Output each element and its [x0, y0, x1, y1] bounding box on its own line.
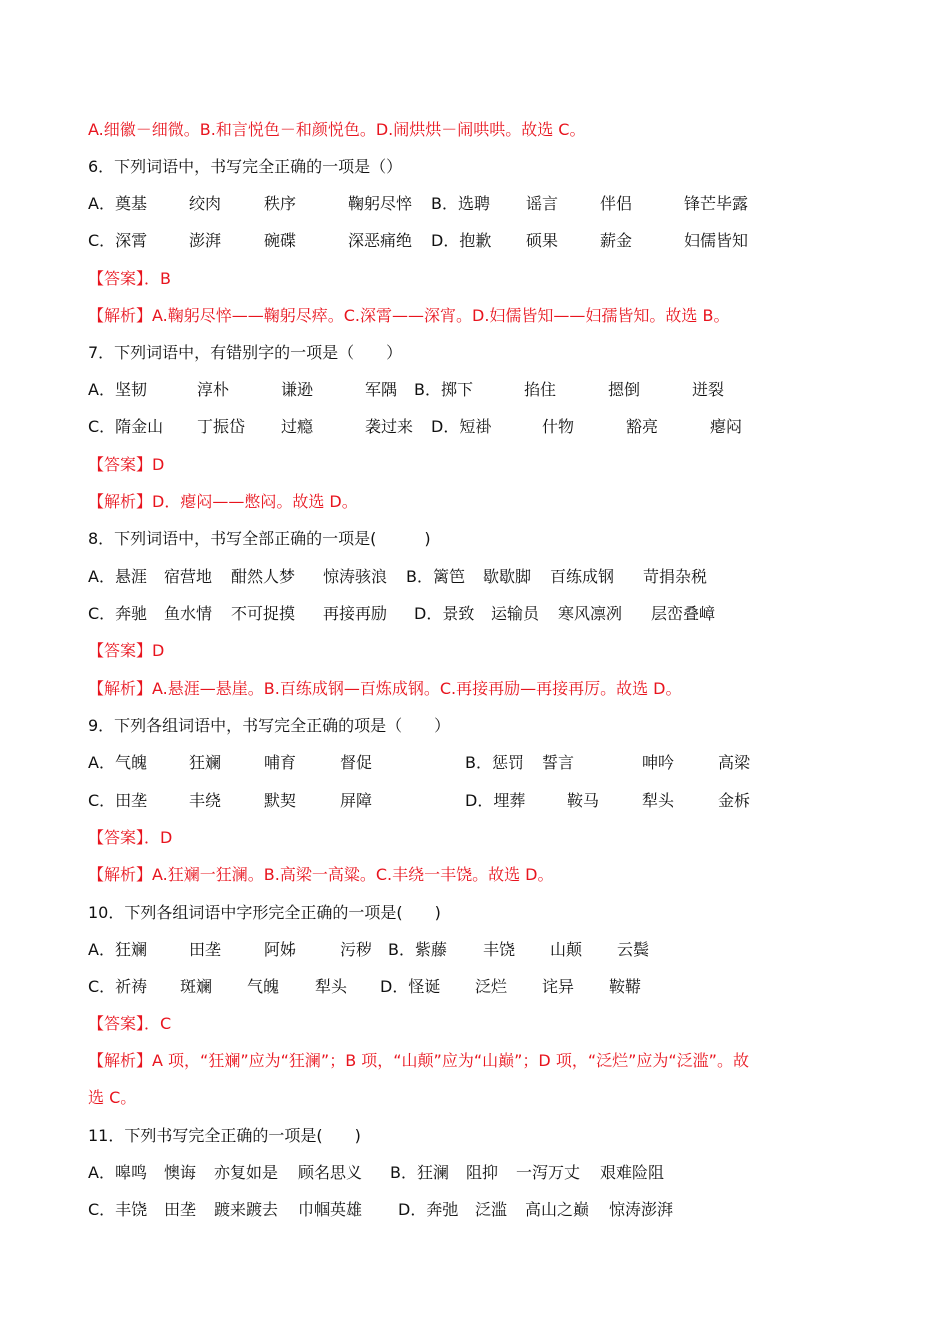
option-word: 惊涛澎湃 — [609, 1200, 674, 1219]
option-word: D．景致 — [414, 604, 475, 623]
option-word: 谦逊 — [281, 380, 314, 399]
option-word: B．紫藤 — [388, 940, 447, 959]
answer-line: 【解析】A.狂斓一狂澜。B.高梁一高粱。C.丰绕一丰饶。故选 D。 — [88, 865, 554, 884]
option-word: 斑斓 — [180, 977, 213, 996]
option-word: 金柝 — [718, 791, 751, 810]
option-word: 屏障 — [340, 791, 373, 810]
option-word: 丰绕 — [189, 791, 222, 810]
answer-line: 【解析】A.悬涯—悬崖。B.百练成钢—百炼成钢。C.再接再励—再接再厉。故选 D。 — [88, 679, 682, 698]
option-word: A．坚韧 — [88, 380, 147, 399]
option-word: 妇儒皆知 — [684, 231, 749, 250]
option-word: 过瘾 — [281, 417, 314, 436]
option-word: 惊涛骇浪 — [323, 567, 388, 586]
option-word: 泛滥 — [475, 1200, 508, 1219]
option-word: 艰难险阻 — [600, 1163, 665, 1182]
text-line: 10．下列各组词语中字形完全正确的一项是( ) — [88, 903, 441, 922]
option-word: C．隋金山 — [88, 417, 164, 436]
option-word: 顾名思义 — [298, 1163, 363, 1182]
option-word: 不可捉摸 — [231, 604, 296, 623]
option-word: A．狂斓 — [88, 940, 147, 959]
option-word: B．惩罚 — [465, 753, 524, 772]
option-word: B．掷下 — [414, 380, 473, 399]
option-word: C．祈祷 — [88, 977, 148, 996]
option-word: B．篱笆 — [406, 567, 465, 586]
text-line: 6．下列词语中，书写完全正确的一项是（） — [88, 157, 403, 176]
option-word: 巾帼英雄 — [298, 1200, 363, 1219]
option-word: 丰饶 — [483, 940, 516, 959]
option-word: 哺育 — [264, 753, 297, 772]
option-word: 田垄 — [189, 940, 222, 959]
option-word: 深恶痛绝 — [348, 231, 413, 250]
option-word: 迸裂 — [692, 380, 725, 399]
option-word: 鞠躬尽悴 — [348, 194, 413, 213]
option-word: 阿姊 — [264, 940, 297, 959]
option-word: D．奔弛 — [398, 1200, 459, 1219]
option-word: 绞肉 — [189, 194, 222, 213]
option-word: 歇歇脚 — [483, 567, 532, 586]
option-word: 呻吟 — [642, 753, 675, 772]
option-word: A．气魄 — [88, 753, 147, 772]
option-word: 掐住 — [524, 380, 557, 399]
option-word: 酣然人梦 — [231, 567, 296, 586]
option-word: 秩序 — [264, 194, 297, 213]
option-word: 摁倒 — [608, 380, 641, 399]
option-word: 宿营地 — [164, 567, 213, 586]
answer-line: A.细徽－细微。B.和言悦色－和颜悦色。D.闹烘烘－闹哄哄。故选 C。 — [88, 120, 586, 139]
option-word: 犁头 — [642, 791, 675, 810]
option-word: 懊诲 — [164, 1163, 197, 1182]
option-word: 狂斓 — [189, 753, 222, 772]
option-word: 谣言 — [526, 194, 559, 213]
text-line: 7．下列词语中，有错别字的一项是（ ） — [88, 343, 403, 362]
option-word: 军隅 — [365, 380, 398, 399]
option-word: 田垄 — [164, 1200, 197, 1219]
answer-line: 【答案】D — [88, 641, 165, 660]
option-word: C．田垄 — [88, 791, 148, 810]
option-word: 踱来踱去 — [214, 1200, 279, 1219]
text-line: 8．下列词语中，书写全部正确的一项是( ) — [88, 529, 431, 548]
option-word: 锋芒毕露 — [684, 194, 749, 213]
option-word: 丁振岱 — [197, 417, 246, 436]
option-word: 气魄 — [247, 977, 280, 996]
option-word: C．深霄 — [88, 231, 148, 250]
option-word: 鞍鞯 — [609, 977, 642, 996]
option-word: 碗碟 — [264, 231, 297, 250]
option-word: 薪金 — [600, 231, 633, 250]
option-word: 誓言 — [542, 753, 575, 772]
option-word: 淳朴 — [197, 380, 230, 399]
option-word: 运输员 — [491, 604, 540, 623]
option-word: 澎湃 — [189, 231, 222, 250]
option-word: A．嗥鸣 — [88, 1163, 147, 1182]
answer-line: 【答案】．C — [88, 1014, 172, 1033]
answer-line: 【解析】A.鞠躬尽悴——鞠躬尽瘁。C.深霄——深宵。D.妇儒皆知——妇孺皆知。故选 B。 — [88, 306, 730, 325]
text-line: 11．下列书写完全正确的一项是( ) — [88, 1126, 361, 1145]
option-word: 污秽 — [340, 940, 373, 959]
option-word: 亦复如是 — [214, 1163, 279, 1182]
answer-line: 【答案】．B — [88, 269, 171, 288]
text-line: 9．下列各组词语中，书写完全正确的项是（ ） — [88, 716, 451, 735]
option-word: 山颠 — [550, 940, 583, 959]
option-word: D．抱歉 — [431, 231, 492, 250]
option-word: 督促 — [340, 753, 373, 772]
option-word: 一泻万丈 — [516, 1163, 581, 1182]
option-word: 泛烂 — [475, 977, 508, 996]
answer-line: 选 C。 — [88, 1088, 137, 1107]
option-word: 伴侣 — [600, 194, 633, 213]
option-word: 再接再励 — [323, 604, 388, 623]
option-word: 百练成钢 — [550, 567, 615, 586]
option-word: 硕果 — [526, 231, 559, 250]
option-word: 鞍马 — [567, 791, 600, 810]
option-word: 默契 — [264, 791, 297, 810]
option-word: 阻抑 — [466, 1163, 499, 1182]
option-word: C．丰饶 — [88, 1200, 148, 1219]
option-word: D．埋葬 — [465, 791, 526, 810]
option-word: 层峦叠嶂 — [651, 604, 716, 623]
option-word: B．狂澜 — [390, 1163, 449, 1182]
option-word: 鱼水情 — [164, 604, 213, 623]
option-word: 豁亮 — [626, 417, 659, 436]
option-word: 什物 — [542, 417, 575, 436]
option-word: 犁头 — [315, 977, 348, 996]
option-word: A．奠基 — [88, 194, 147, 213]
option-word: B．选聘 — [431, 194, 490, 213]
option-word: A．悬涯 — [88, 567, 147, 586]
answer-line: 【答案】．D — [88, 828, 173, 847]
option-word: 寒风凛冽 — [558, 604, 623, 623]
option-word: 高山之巅 — [525, 1200, 590, 1219]
answer-line: 【答案】D — [88, 455, 165, 474]
answer-line: 【解析】D．瘪闷——憋闷。故选 D。 — [88, 492, 358, 511]
option-word: 袭过来 — [365, 417, 414, 436]
option-word: D．怪诞 — [380, 977, 441, 996]
option-word: C．奔驰 — [88, 604, 148, 623]
option-word: D．短褂 — [431, 417, 492, 436]
option-word: 高梁 — [718, 753, 751, 772]
answer-line: 【解析】A 项，“狂斓”应为“狂澜”；B 项，“山颠”应为“山巅”；D 项，“泛烂”应为“泛滥”。故 — [88, 1051, 749, 1070]
option-word: 诧异 — [542, 977, 575, 996]
option-word: 苛捐杂税 — [643, 567, 708, 586]
option-word: 云鬓 — [617, 940, 650, 959]
option-word: 瘪闷 — [710, 417, 743, 436]
